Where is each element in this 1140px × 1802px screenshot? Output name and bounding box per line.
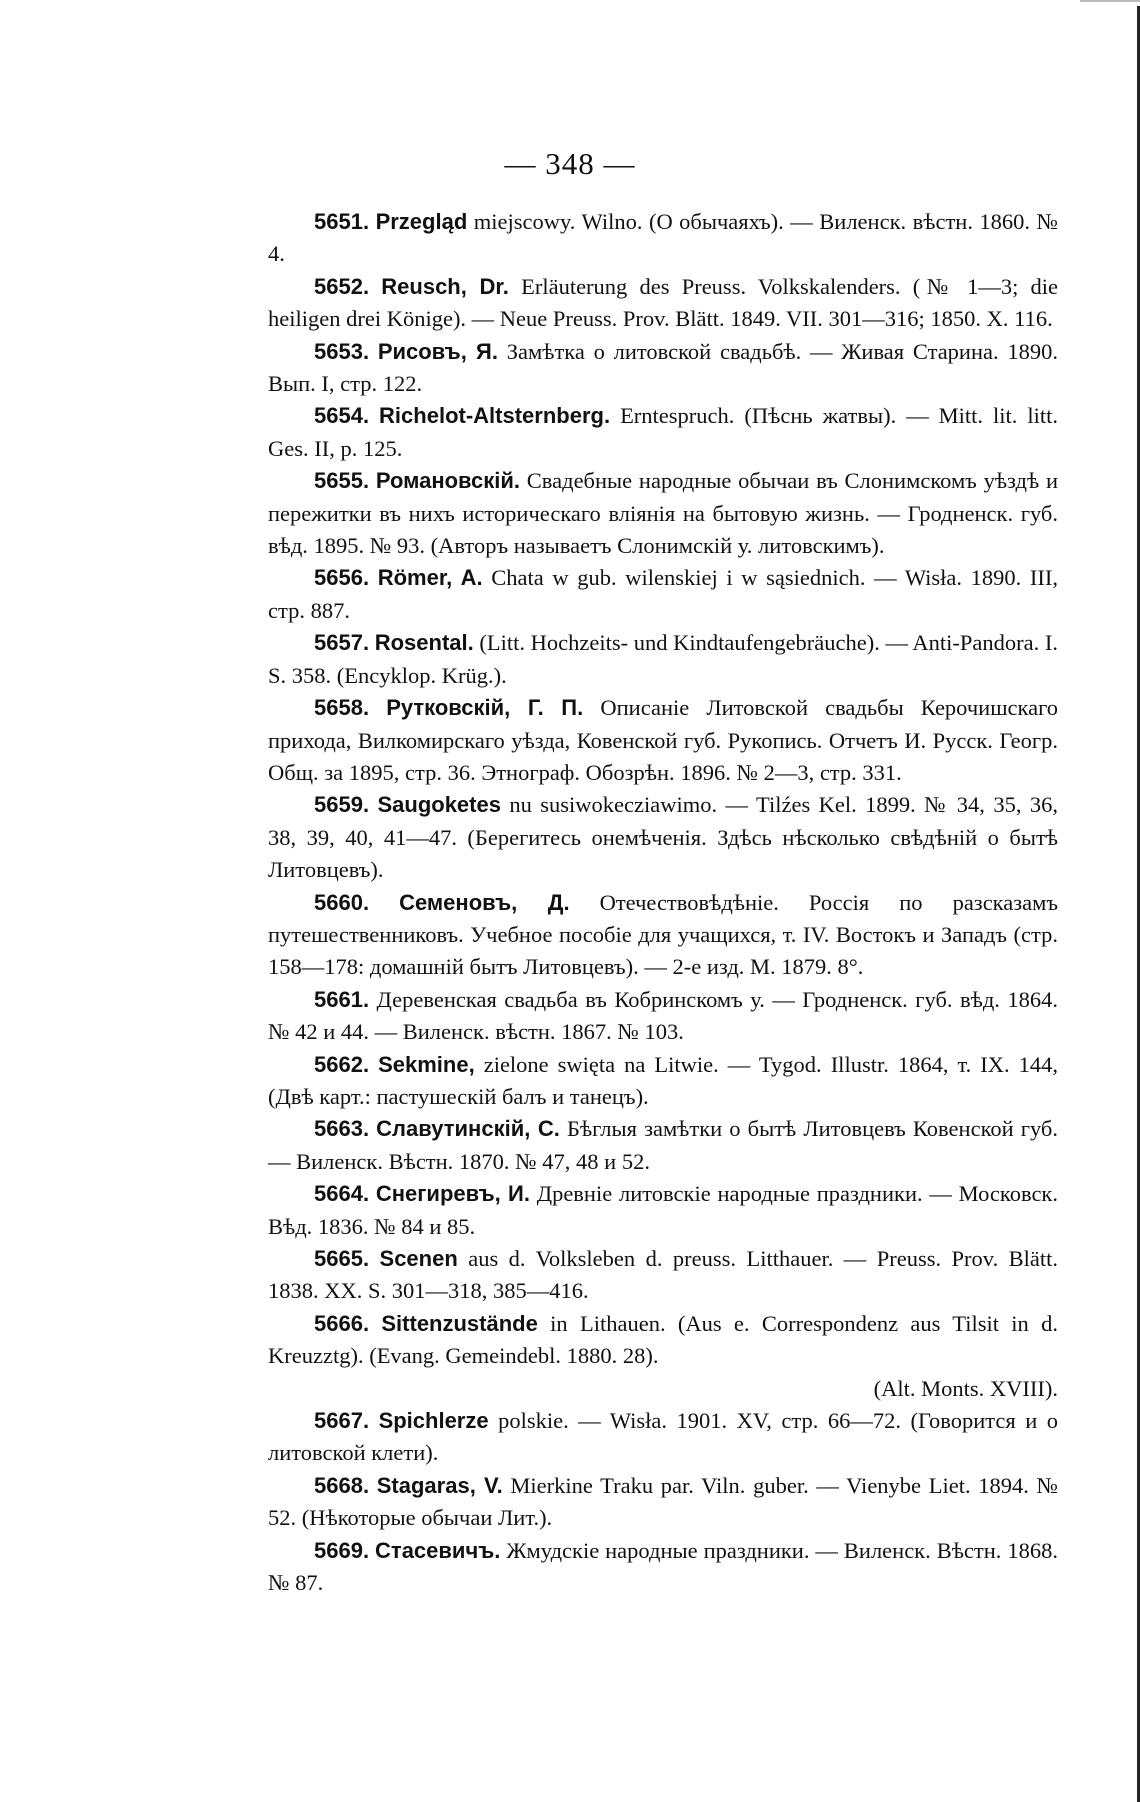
bibliography-entry [268,336,1058,401]
bibliography-entry [268,887,1058,984]
entry-author: Richelot-Altsternberg. [379,403,611,429]
entry-author: Rosental. [374,630,474,656]
entry-text: aus d. Volksleben d. preuss. Litthauer. — Preuss. Prov. Blätt. 1838. XX. S. 301—318, 385—416. [268,1246,1059,1304]
bibliography-entry [268,1535,1058,1600]
entry-author: Рисовъ, Я. [377,338,498,364]
bibliography-entry [268,1470,1058,1535]
bibliography-entry [268,206,1058,271]
bibliography-entry [268,1243,1058,1308]
bibliography-entry [268,562,1058,627]
bibliography-entry [268,789,1058,886]
bibliography-entry [268,1405,1058,1470]
bibliography-entry [268,1049,1058,1114]
entry-text: miejscowy. Wilno. (О обычаяхъ). — Виленск. вѣстн. 1860. № 4. [268,209,1059,267]
bibliography-entry [268,271,1058,336]
bibliography-entry [268,1178,1058,1243]
entry-number: 5668. [314,1472,370,1498]
scan-edge-tick [1080,0,1140,2]
entry-author: Sekmine, [378,1051,475,1077]
entry-number: 5660. [314,889,370,915]
bibliography-entry [268,400,1058,465]
entry-number: 5654. [314,403,370,429]
entry-text: Erntespruch. (Пѣснь жатвы). — Mitt. lit. litt. Ges. II, p. 125. [268,403,1059,461]
entry-number: 5664. [314,1181,370,1207]
entry-text: Деревенская свадьба въ Кобринскомъ у. — Гродненск. губ. вѣд. 1864. № 42 и 44. — Виленск. вѣстн. 1867. № 103. [268,986,1059,1045]
entry-number: 5659. [314,792,370,818]
entry-number: 5662. [314,1051,370,1077]
entry-number: 5663. [314,1116,370,1142]
entry-number: 5669. [314,1537,370,1563]
bibliography-entry [268,465,1058,562]
bibliography-entry [268,627,1058,692]
entry-number: 5653. [314,338,370,364]
entry-text: in Lithauen. (Aus e. Correspondenz aus Tilsit in d. Kreuzztg). (Evang. Gemeindebl. 1880. 28). [268,1310,1058,1369]
entry-number: 5666. [314,1310,370,1336]
entry-author: Römer, A. [377,565,483,591]
entry-number: 5652. [314,273,370,299]
entry-author: Przegląd [375,209,468,234]
bibliography-entry [268,1113,1058,1178]
entry-text: Жмудскіе народные праздники. — Виленск. Вѣстн. 1868. № 87. [268,1537,1059,1596]
entry-number: 5657. [314,630,370,656]
entry-text: Древніе литовскіе народные праздники. — Московск. Вѣд. 1836. № 84 и 85. [268,1181,1058,1239]
entry-text: Описаніе Литовской свадьбы Керочишскаго прихода, Вилкомирскаго уѣзда, Ковенской губ. Рукопись. Отчетъ И. Русск. Геогр. Общ. за 1895, стр. 36. Этнограф. Обозрѣн. 1896. № 2—3, стр. 331. [268,695,1059,785]
entry-text: polskie. — Wisła. 1901. XV, стр. 66—72. (Говорится и о литовской клети). [268,1408,1058,1466]
entry-number: 5665. [314,1246,370,1271]
entry-number: 5655. [314,468,370,494]
entry-author: Стасевичъ. [375,1537,501,1563]
bibliography-entry [268,1308,1058,1373]
entry-author: Снегиревъ, И. [375,1181,530,1207]
entry-author: Stagaras, V. [376,1472,503,1498]
entry-author: Рутковскій, Г. П. [386,695,584,721]
entry-text: Erläuterung des Preuss. Volkskalenders. (№ 1—3; die heiligen drei Könige). — Neue Preuss. Prov. Blätt. 1849. VII. 301—316; 1850. X. 116. [268,273,1059,332]
entry-author: Sittenzustände [381,1310,538,1336]
entry-attribution: (Alt. Monts. XVIII). [873,1375,1058,1401]
entry-number: 5656. [314,565,370,591]
entry-author: Scenen [379,1246,458,1271]
entry-text: nu susiwokecziawimo. — Tilźes Kel. 1899. № 34, 35, 36, 38, 39, 40, 41—47. (Берегитесь онемѣченія. Здѣсь нѣсколько свѣдѣній о бытѣ Литовцевъ). [268,792,1058,883]
entry-author: Семеновъ, Д. [399,889,570,915]
entry-author: Славутинскій, С. [376,1116,560,1142]
bibliography-entry [268,984,1058,1049]
entry-text: Свадебные народные обычаи въ Слонимскомъ уѣздѣ и пережитки въ нихъ историческаго вліянія на бытовую жизнь. — Гродненск. губ. вѣд. 1895. № 93. (Авторъ называетъ Слонимскій у. литовскимъ). [268,468,1058,559]
entry-text: Chata w gub. wilenskiej i w sąsiednich. — Wisła. 1890. III, стр. 887. [268,565,1059,623]
entry-number: 5661. [314,986,370,1012]
bibliography-list [268,206,1058,1599]
page-number: — 348 — [504,146,636,181]
entry-author: Reusch, Dr. [381,273,509,299]
entry-number: 5667. [314,1408,370,1434]
entry-author: Романовскій. [375,468,521,494]
entry-number: 5658. [314,695,370,721]
entry-text: Mierkine Traku par. Viln. guber. — Vienybe Liet. 1894. № 52. (Нѣкоторые обычаи Лит.). [268,1472,1059,1531]
entry-text: zielone swięta na Litwie. — Tygod. Illustr. 1864, т. IX. 144, (Двѣ карт.: пастушескій балъ и танецъ). [268,1051,1058,1109]
entry-number: 5651. [314,209,370,234]
bibliography-entry [268,692,1058,789]
entry-text: Замѣтка о литовской свадьбѣ. — Живая Старина. 1890. Вып. I, стр. 122. [268,338,1058,397]
entry-author: Saugoketes [377,792,501,818]
entry-text: Отечествовѣдѣніе. Россія по разсказамъ путешественниковъ. Учебное пособіе для учащихся, т. IV. Востокъ и Западъ (стр. 158—178: домашній бытъ Литовцевъ). — 2-е изд. М. 1879. 8°. [268,889,1058,980]
entry-text: Бѣглыя замѣтки о бытѣ Литовцевъ Ковенской губ. — Виленск. Вѣстн. 1870. № 47, 48 и 52. [268,1116,1059,1174]
entry-text: (Litt. Hochzeits- und Kindtaufengebräuche). — Anti-Pandora. I. S. 358. (Encyklop. Krüg.). [268,630,1059,688]
entry-author: Spichlerze [378,1408,489,1434]
